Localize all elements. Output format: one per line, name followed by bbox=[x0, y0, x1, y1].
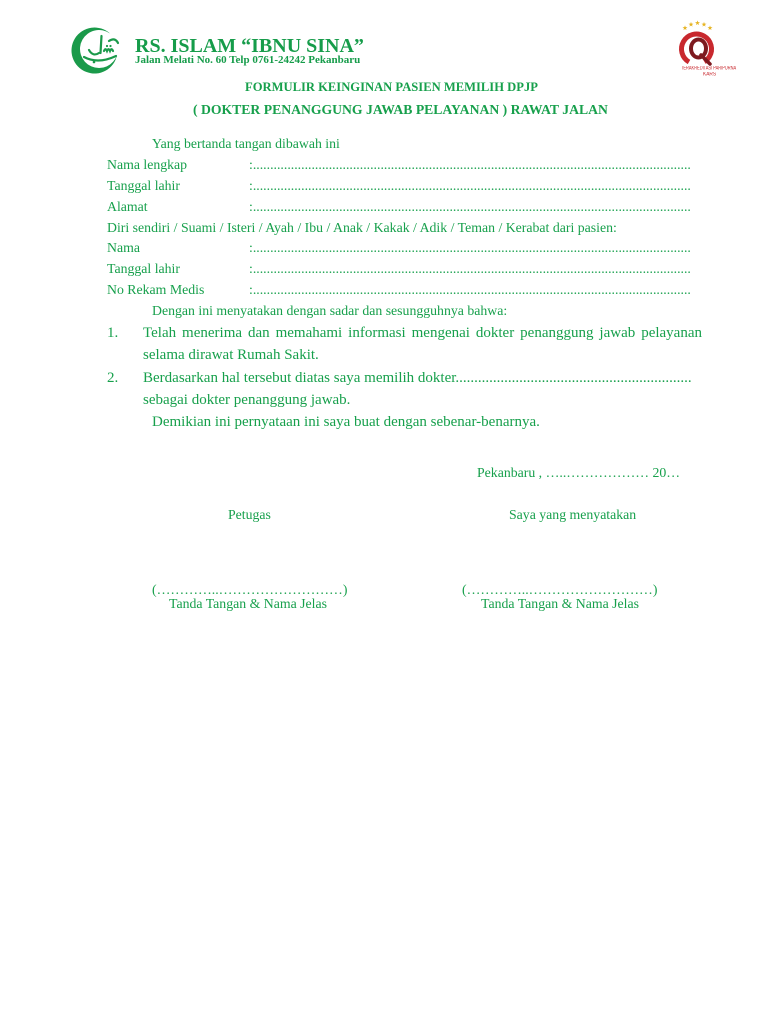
hospital-address: Jalan Melati No. 60 Telp 0761-24242 Pekanbaru bbox=[135, 54, 361, 66]
field-label-full-name: Nama lengkap bbox=[107, 157, 188, 172]
accreditation-org: KARS bbox=[703, 72, 717, 78]
field-label-address: Alamat bbox=[107, 199, 148, 214]
kars-accreditation-logo-icon bbox=[671, 18, 721, 67]
field-label-medical-record: No Rekam Medis bbox=[107, 282, 205, 297]
field-blank-patient-birth-date: :............................................................................................................................... bbox=[249, 261, 691, 276]
relationship-line: Diri sendiri / Suami / Isteri / Ayah / Ibu / Anak / Kakak / Adik / Teman / Kerabat dari pasien: bbox=[107, 220, 617, 235]
officer-signature-caption: Tanda Tangan & Nama Jelas bbox=[169, 596, 327, 611]
declarant-signature-blank: (…………..………………………) bbox=[462, 582, 658, 597]
statement-number-2: 2. bbox=[107, 370, 119, 386]
hospital-logo-icon bbox=[71, 27, 127, 74]
hospital-name: RS. ISLAM “IBNU SINA” bbox=[135, 35, 364, 57]
officer-signature-blank: (…………..………………………) bbox=[152, 582, 348, 597]
declarant-signature-caption: Tanda Tangan & Nama Jelas bbox=[481, 596, 639, 611]
statement-intro: Dengan ini menyatakan dengan sadar dan sesungguhnya bahwa: bbox=[152, 303, 508, 318]
form-intro: Yang bertanda tangan dibawah ini bbox=[152, 136, 340, 151]
place-date: Pekanbaru , …..……………… 20… bbox=[477, 465, 681, 480]
field-blank-medical-record: :............................................................................................................................... bbox=[249, 282, 691, 297]
field-blank-birth-date: :............................................................................................................................... bbox=[249, 178, 691, 193]
form-title: FORMULIR KEINGINAN PASIEN MEMILIH DPJP bbox=[245, 80, 538, 94]
field-label-patient-birth-date: Tanggal lahir bbox=[107, 261, 180, 276]
statement-text-2: Berdasarkan hal tersebut diatas saya memilih dokter............................................................... sebagai dokter penanggung jawab. bbox=[143, 370, 692, 408]
form-subtitle: ( DOKTER PENANGGUNG JAWAB PELAYANAN ) RAWAT JALAN bbox=[193, 102, 608, 117]
field-label-birth-date: Tanggal lahir bbox=[107, 178, 180, 193]
field-label-patient-name: Nama bbox=[107, 240, 140, 255]
accreditation-label: TERAKREDITASI PARIPURNA bbox=[681, 66, 737, 72]
officer-title: Petugas bbox=[228, 507, 271, 522]
field-blank-address: :............................................................................................................................... bbox=[249, 199, 691, 214]
field-blank-patient-name: :............................................................................................................................... bbox=[249, 240, 691, 255]
field-blank-full-name: :............................................................................................................................... bbox=[249, 157, 691, 172]
statement-text-1: Telah menerima dan memahami informasi mengenai dokter penanggung jawab pelayanan selama dirawat Rumah Sakit. bbox=[143, 325, 702, 363]
declarant-title: Saya yang menyatakan bbox=[509, 507, 637, 522]
closing-statement: Demikian ini pernyataan ini saya buat dengan sebenar-benarnya. bbox=[152, 414, 540, 430]
statement-number-1: 1. bbox=[107, 325, 119, 341]
